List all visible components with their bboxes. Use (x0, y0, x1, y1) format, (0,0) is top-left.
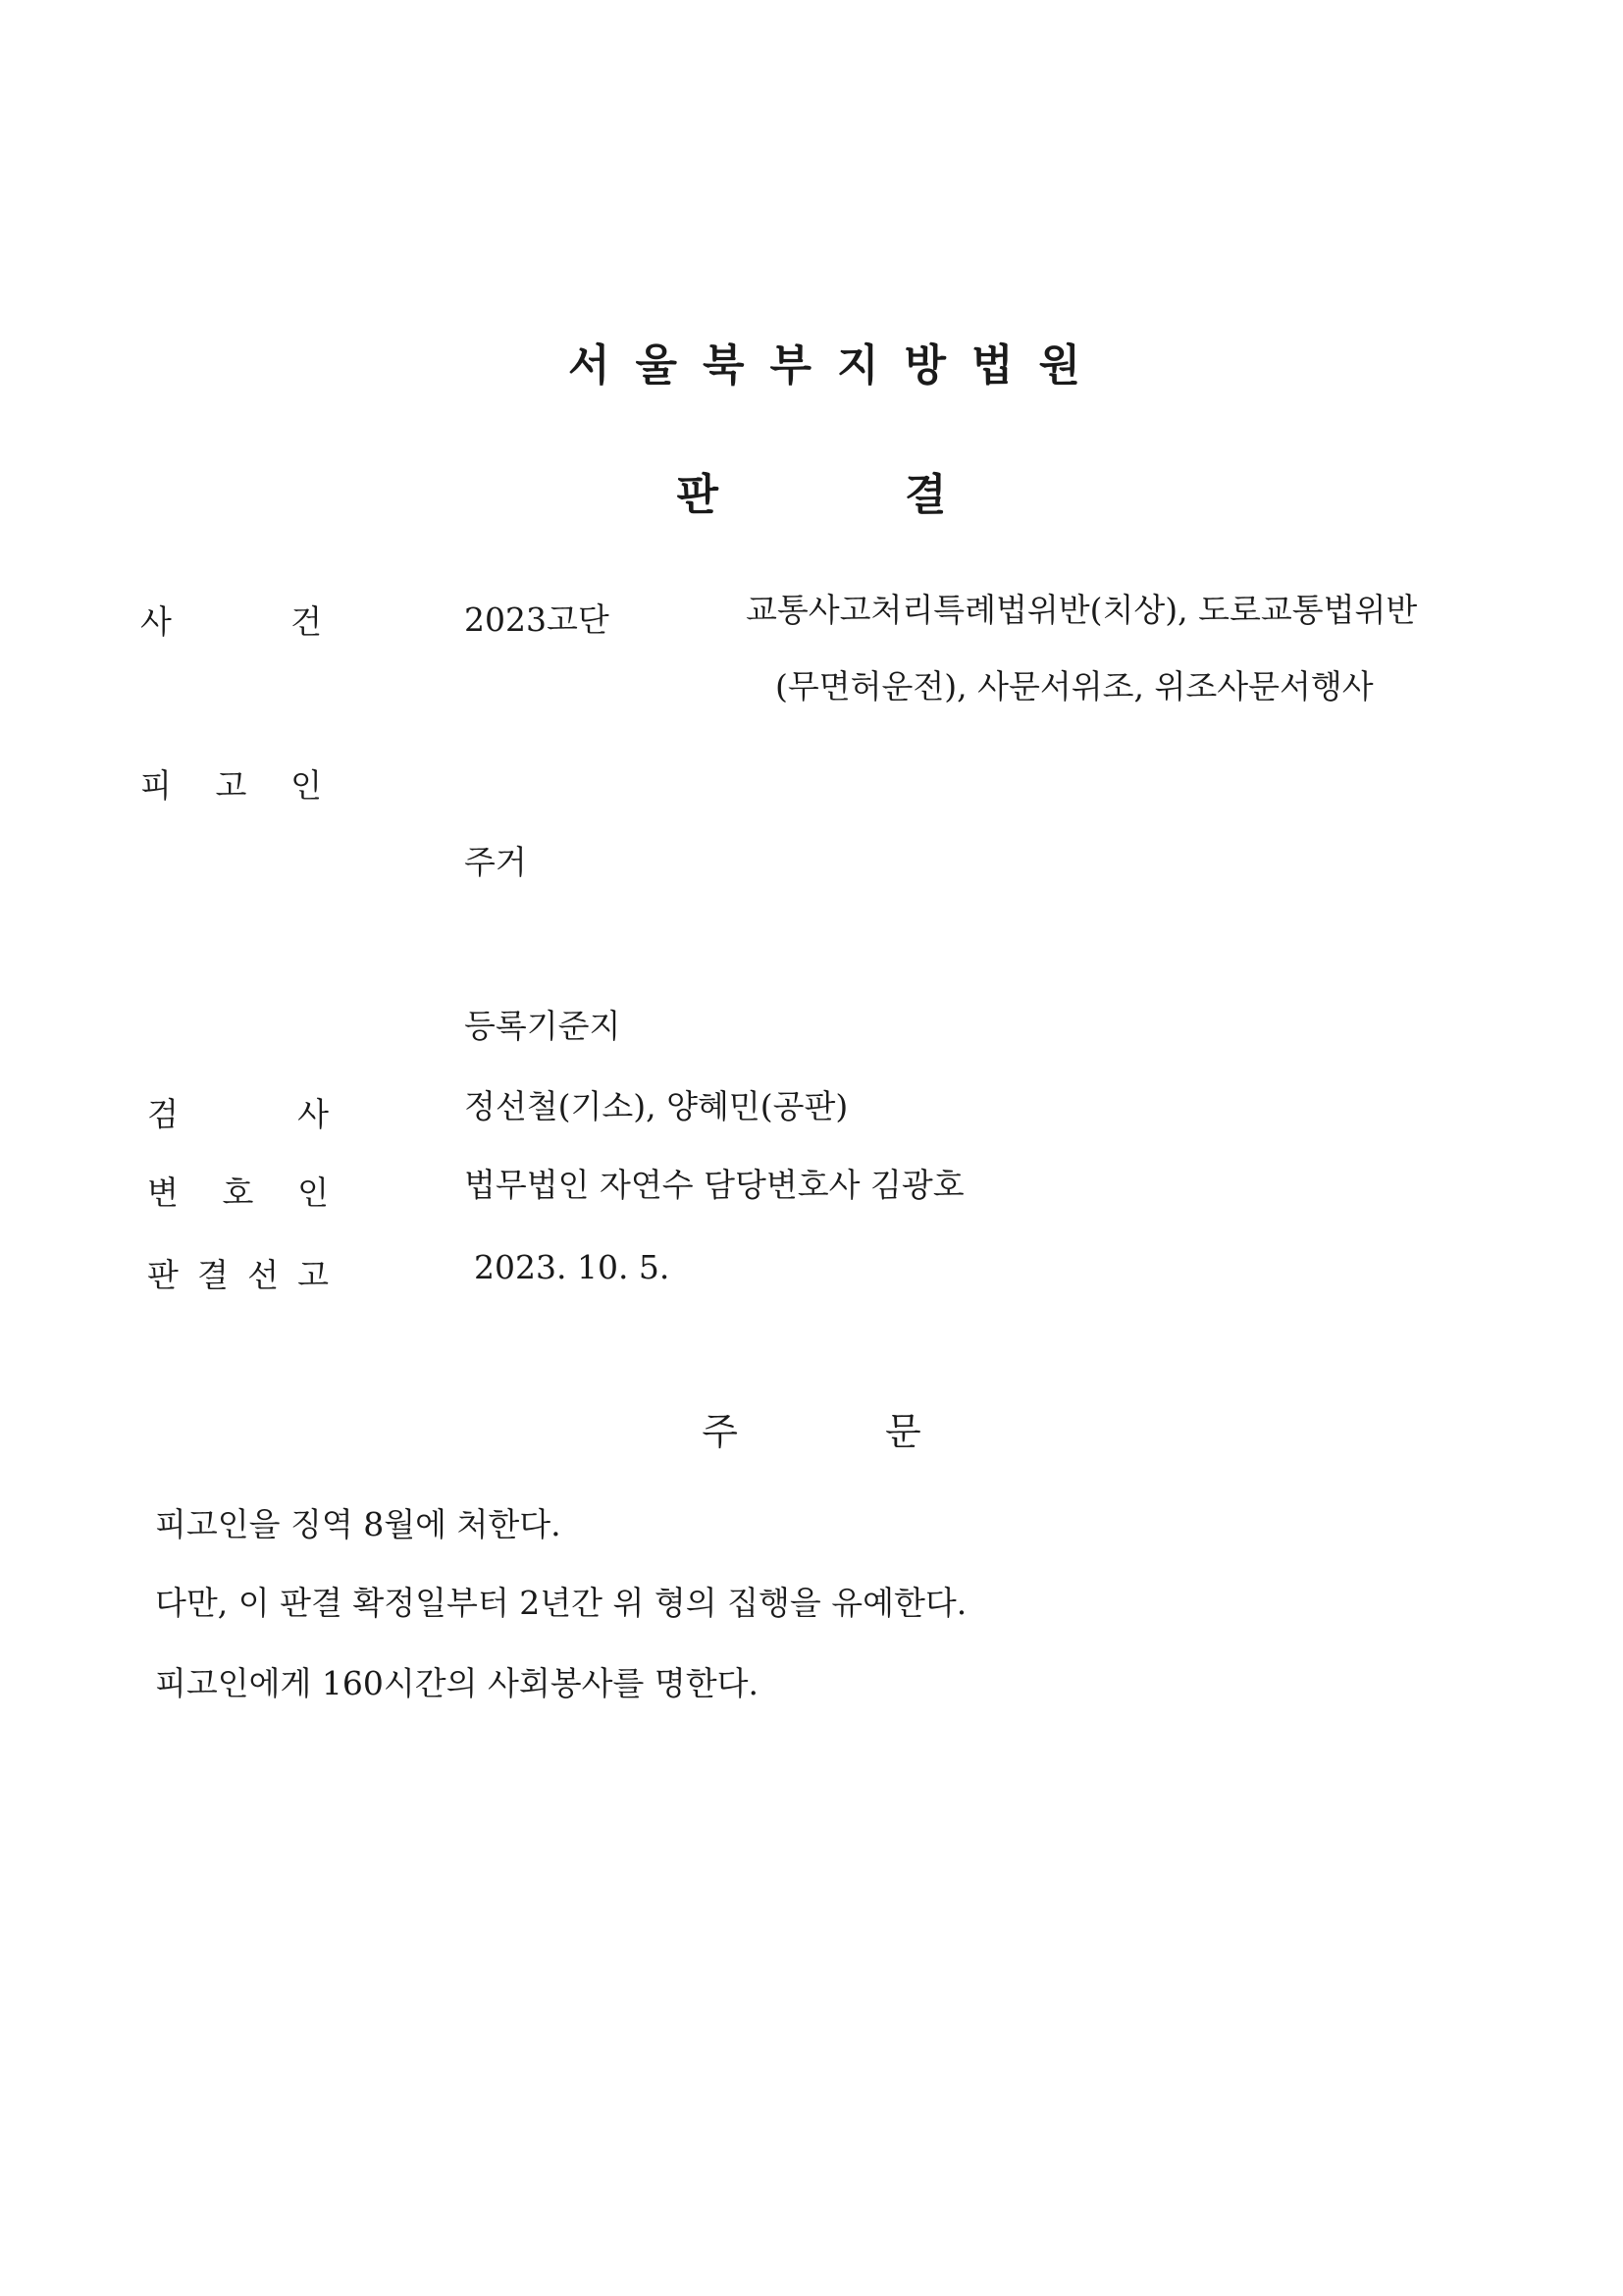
order-line-community-service: 피고인에게 160시간의 사회봉사를 명한다. (155, 1664, 759, 1702)
order-title (0, 1401, 1623, 1455)
defendant-label-char: 피 (140, 766, 172, 805)
defense-label-char: 인 (297, 1174, 329, 1212)
defense-label-char: 변 (147, 1174, 179, 1212)
residence-label: 주거 (464, 843, 527, 881)
case-charges-line1: 교통사고처리특례법위반(치상), 도로교통법위반 (746, 591, 1418, 629)
sentencing-label-char: 판 (147, 1256, 179, 1294)
prosecutor-value: 정선철(기소), 양혜민(공판) (464, 1087, 849, 1125)
sentencing-label (147, 1250, 329, 1296)
document-type-char: 판 (676, 470, 718, 520)
court-name: 서울북부지방법원 (567, 340, 1107, 391)
registration-label: 등록기준지 (464, 1007, 621, 1045)
sentencing-label-char: 고 (297, 1256, 329, 1294)
document-type-title (0, 459, 1623, 522)
order-line-sentence: 피고인을 징역 8월에 처한다. (155, 1505, 561, 1543)
sentencing-label-char: 결 (197, 1256, 229, 1294)
defense-label-char: 호 (222, 1174, 254, 1212)
case-charges-line2: (무면허운전), 사문서위조, 위조사문서행사 (775, 667, 1374, 705)
defendant-label-char: 고 (215, 766, 247, 805)
case-label-char: 사 (140, 602, 172, 641)
case-number: 2023고단 (464, 600, 609, 639)
case-label (140, 597, 322, 643)
sentencing-label-char: 선 (247, 1256, 279, 1294)
sentencing-date: 2023. 10. 5. (474, 1248, 670, 1286)
prosecutor-label-char: 검 (147, 1095, 179, 1133)
prosecutor-label-char: 사 (297, 1095, 329, 1133)
case-label-char: 건 (290, 602, 322, 641)
defense-label (147, 1168, 329, 1214)
defendant-label (140, 760, 322, 807)
document-type-char: 결 (905, 470, 947, 520)
order-line-suspension: 다만, 이 판결 확정일부터 2년간 위 형의 집행을 유예한다. (155, 1584, 968, 1622)
defense-value: 법무법인 자연수 담당변호사 김광호 (464, 1166, 965, 1204)
order-title-char: 문 (885, 1410, 921, 1453)
defendant-label-char: 인 (290, 766, 322, 805)
order-title-char: 주 (702, 1410, 738, 1453)
prosecutor-label (147, 1089, 329, 1135)
